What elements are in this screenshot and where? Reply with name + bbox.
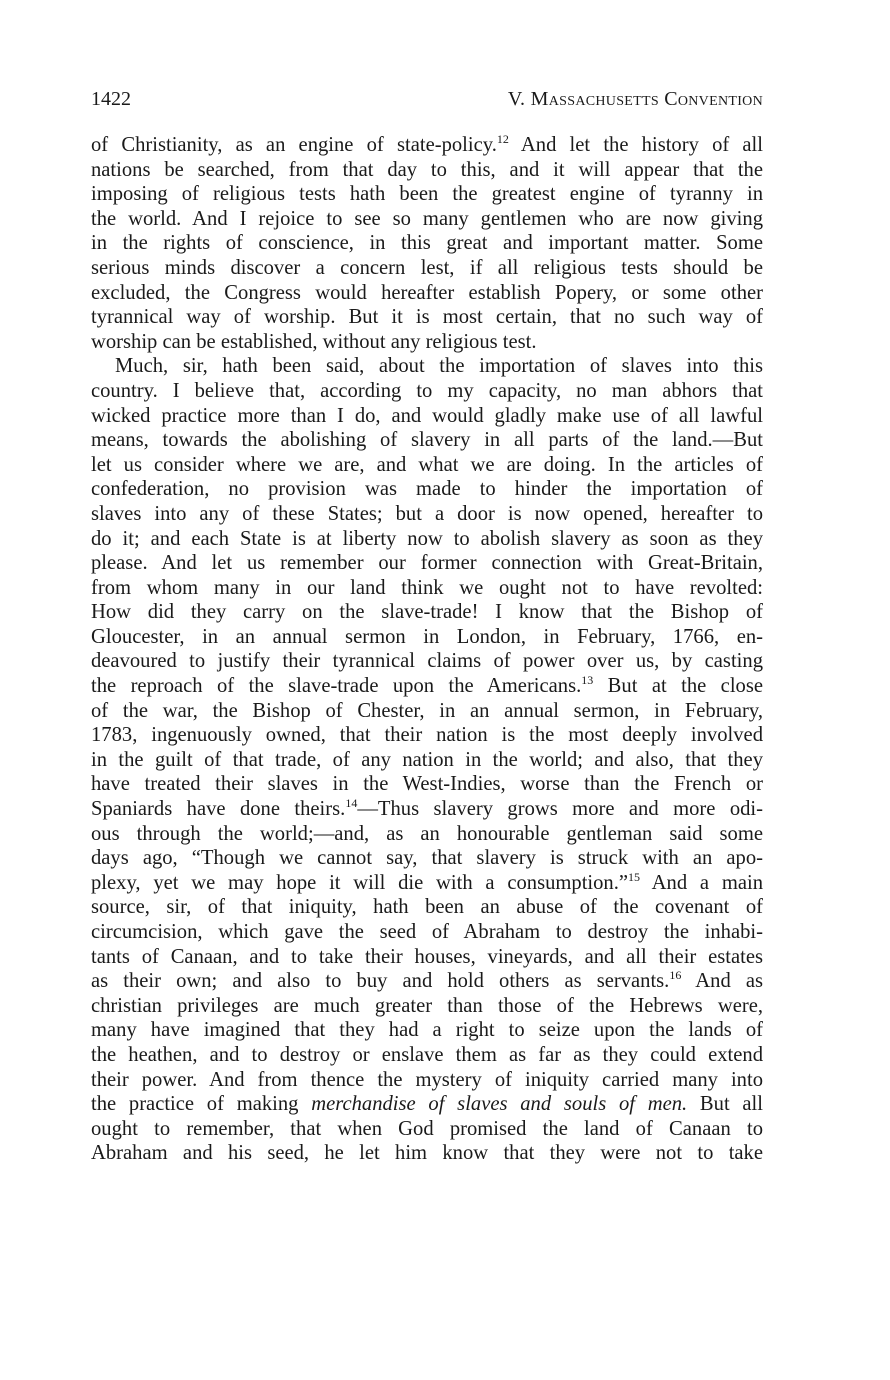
running-head xyxy=(91,86,763,112)
text-line xyxy=(91,871,763,896)
page-number: 1422 xyxy=(91,88,131,110)
text-run: please. And let us remember our former connection with Great-Britain, xyxy=(91,552,763,575)
text-run: many have imagined that they had a right to seize upon the lands of xyxy=(91,1019,763,1042)
text-line xyxy=(91,231,763,256)
text-line xyxy=(91,256,763,281)
text-line xyxy=(91,625,763,650)
text-line xyxy=(91,354,763,379)
text-line xyxy=(91,797,763,822)
text-line xyxy=(91,674,763,699)
italic-text: merchandise of slaves and souls of men. xyxy=(311,1093,688,1116)
text-run: days ago, “Though we cannot say, that slavery is struck with an apo- xyxy=(91,847,763,870)
text-line xyxy=(91,133,763,158)
footnote-marker: 16 xyxy=(669,968,682,983)
text-run: wicked practice more than I do, and would gladly make use of all lawful xyxy=(91,404,763,427)
text-line xyxy=(91,1018,763,1043)
text-run: And a main xyxy=(640,871,763,894)
text-line xyxy=(91,428,763,453)
text-line xyxy=(91,1043,763,1068)
text-line xyxy=(91,649,763,674)
text-line xyxy=(91,1092,763,1117)
text-line xyxy=(91,699,763,724)
text-line xyxy=(91,477,763,502)
text-run: do it; and each State is at liberty now to abolish slavery as soon as they xyxy=(91,527,763,550)
paragraph xyxy=(91,354,763,1166)
footnote-marker: 15 xyxy=(628,869,641,884)
text-run: How did they carry on the slave-trade! I know that the Bishop of xyxy=(91,601,763,624)
text-run: source, sir, of that iniquity, hath been an abuse of the covenant of xyxy=(91,896,763,919)
text-run: as their own; and also to buy and hold others as servants. xyxy=(91,970,670,993)
text-run: circumcision, which gave the seed of Abraham to destroy the inhabi- xyxy=(91,921,763,943)
text-line xyxy=(91,895,763,920)
text-run: ought to remember, that when God promised the land of Canaan to xyxy=(91,1117,763,1140)
text-run: let us consider where we are, and what we are doing. In the articles of xyxy=(91,453,763,476)
text-line xyxy=(91,453,763,478)
text-run: Gloucester, in an annual sermon in London, in February, 1766, en- xyxy=(91,625,763,648)
text-run: But all xyxy=(687,1093,764,1116)
text-run: ous through the world;—and, as an honourable gentleman said some xyxy=(91,822,763,845)
text-line xyxy=(91,723,763,748)
text-run: plexy, yet we may hope it will die with a consumption.” xyxy=(91,871,629,894)
text-line xyxy=(91,551,763,576)
text-run: country. I believe that, according to my capacity, no man abhors that xyxy=(91,379,763,402)
text-run: the reproach of the slave-trade upon the Americans. xyxy=(91,675,582,698)
text-run: Abraham and his seed, he let him know that they were not to take xyxy=(91,1142,763,1165)
text-line xyxy=(91,772,763,797)
text-run: means, towards the abolishing of slavery in all parts of the land.—But xyxy=(91,429,763,452)
text-line xyxy=(91,969,763,994)
text-run: And let the history of all xyxy=(508,134,763,156)
text-run: worship can be established, without any religious test. xyxy=(91,330,537,353)
text-run: deavoured to justify their tyrannical claims of power over us, by casting xyxy=(91,650,763,673)
text-run: nations be searched, from that day to this, and it will appear that the xyxy=(91,158,763,181)
text-run: of Christianity, as an engine of state-policy. xyxy=(91,134,497,156)
text-line xyxy=(91,846,763,871)
text-run: have treated their slaves in the West-Indies, worse than the French or xyxy=(91,773,763,796)
text-run: excluded, the Congress would hereafter establish Popery, or some other xyxy=(91,281,763,304)
text-run: serious minds discover a concern lest, if all religious tests should be xyxy=(91,256,763,279)
text-line xyxy=(91,404,763,429)
text-line xyxy=(91,158,763,183)
body-text xyxy=(91,133,763,1166)
text-run: the practice of making xyxy=(91,1093,312,1116)
text-line xyxy=(91,1141,763,1166)
text-run: —Thus slavery grows more and more odi- xyxy=(357,798,763,821)
text-run: confederation, no provision was made to hinder the importation of xyxy=(91,478,763,501)
footnote-marker: 13 xyxy=(581,673,594,688)
text-run: Spaniards have done theirs. xyxy=(91,798,346,821)
text-line xyxy=(91,1117,763,1142)
text-run: their power. And from thence the mystery of iniquity carried many into xyxy=(91,1068,763,1091)
text-line xyxy=(91,305,763,330)
text-line xyxy=(91,527,763,552)
text-run: in the guilt of that trade, of any nation in the world; and also, that they xyxy=(91,748,763,771)
text-run: the world. And I rejoice to see so many gentlemen who are now giving xyxy=(91,207,763,230)
text-run: the heathen, and to destroy or enslave them as far as they could extend xyxy=(91,1043,763,1066)
text-line xyxy=(91,207,763,232)
footnote-marker: 14 xyxy=(345,796,358,811)
text-run: But at the close xyxy=(593,675,763,698)
text-line xyxy=(91,1068,763,1093)
text-run: imposing of religious tests hath been the greatest engine of tyranny in xyxy=(91,183,763,206)
text-line xyxy=(91,748,763,773)
text-line xyxy=(91,502,763,527)
text-line xyxy=(91,379,763,404)
text-line xyxy=(91,330,763,355)
text-line xyxy=(91,281,763,306)
footnote-marker: 12 xyxy=(496,132,509,146)
text-run: christian privileges are much greater than those of the Hebrews were, xyxy=(91,994,763,1017)
text-run: Much, sir, hath been said, about the importation of slaves into this xyxy=(115,355,763,378)
text-run: slaves into any of these States; but a door is now opened, hereafter to xyxy=(91,502,763,525)
running-title: V. Massachusetts Convention xyxy=(507,88,763,110)
paragraph xyxy=(91,133,763,354)
text-run: tyrannical way of worship. But it is most certain, that no such way of xyxy=(91,306,763,329)
text-line xyxy=(91,576,763,601)
text-line xyxy=(91,822,763,847)
text-run: of the war, the Bishop of Chester, in an annual sermon, in February, xyxy=(91,699,763,722)
text-run: in the rights of conscience, in this great and important matter. Some xyxy=(91,232,763,255)
text-run: tants of Canaan, and to take their houses, vineyards, and all their estates xyxy=(91,945,763,968)
text-line xyxy=(91,182,763,207)
text-line xyxy=(91,994,763,1019)
text-line xyxy=(91,920,763,945)
text-run: And as xyxy=(681,970,764,993)
text-run: from whom many in our land think we ought not to have revolted: xyxy=(91,576,763,599)
text-line xyxy=(91,600,763,625)
text-run: 1783, ingenuously owned, that their nation is the most deeply involved xyxy=(91,724,763,747)
text-line xyxy=(91,945,763,970)
